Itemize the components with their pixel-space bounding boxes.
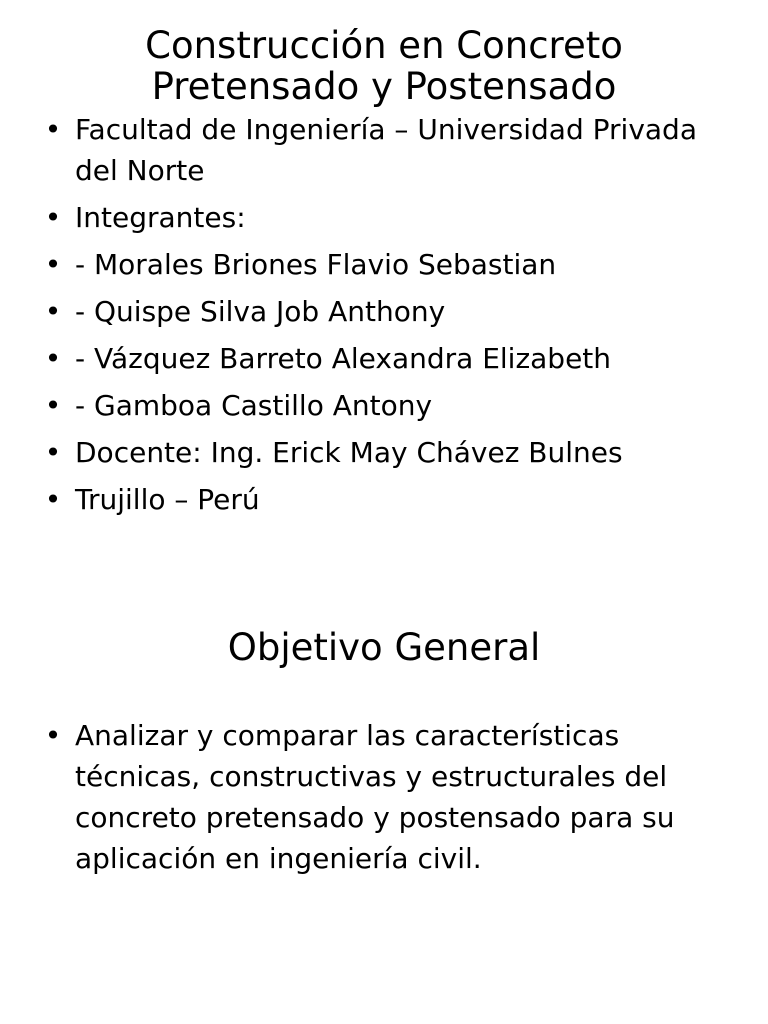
bullet-icon: • — [44, 483, 62, 516]
cover-slide — [0, 25, 768, 526]
bullet-text: - Vázquez Barreto Alexandra Elizabeth — [75, 342, 612, 375]
bullet-item-faculty — [0, 109, 768, 191]
bullet-text-line-3: concreto pretensado y postensado para su — [75, 801, 675, 834]
bullet-item-member-3 — [0, 338, 768, 379]
bullet-text-line-2: técnicas, constructivas y estructurales del — [75, 760, 668, 793]
bullet-text-line-2: del Norte — [75, 154, 205, 187]
bullet-text: - Gamboa Castillo Antony — [75, 389, 433, 422]
bullet-item-member-2 — [0, 291, 768, 332]
bullet-icon: • — [44, 389, 62, 422]
bullet-text-line-1: Analizar y comparar las características — [75, 719, 620, 752]
bullet-icon: • — [44, 201, 62, 234]
bullet-icon: • — [44, 113, 62, 146]
bullet-text: - Morales Briones Flavio Sebastian — [75, 248, 557, 281]
bullet-text: Trujillo – Perú — [75, 483, 260, 516]
title-line-1: Construcción en Concreto — [145, 24, 623, 67]
bullet-item-integrantes — [0, 197, 768, 238]
bullet-item-objective — [0, 715, 768, 879]
bullet-text: Docente: Ing. Erick May Chávez Bulnes — [75, 436, 623, 469]
bullet-item-location — [0, 479, 768, 520]
bullet-list — [0, 109, 768, 520]
bullet-icon: • — [44, 342, 62, 375]
bullet-list — [0, 715, 768, 879]
bullet-text-line-1: Facultad de Ingeniería – Universidad Privada — [75, 113, 697, 146]
bullet-icon: • — [44, 295, 62, 328]
bullet-item-member-1 — [0, 244, 768, 285]
bullet-icon: • — [44, 248, 62, 281]
bullet-text: - Quispe Silva Job Anthony — [75, 295, 446, 328]
slide-title — [0, 25, 768, 107]
objective-slide — [0, 627, 768, 879]
bullet-icon: • — [44, 436, 62, 469]
bullet-icon: • — [44, 719, 62, 752]
title-line-2: Pretensado y Postensado — [151, 65, 617, 108]
slide-title: Objetivo General — [227, 626, 541, 669]
bullet-text: Integrantes: — [75, 201, 246, 234]
bullet-item-docente — [0, 432, 768, 473]
bullet-item-member-4 — [0, 385, 768, 426]
bullet-text-line-4: aplicación en ingeniería civil. — [75, 842, 482, 875]
